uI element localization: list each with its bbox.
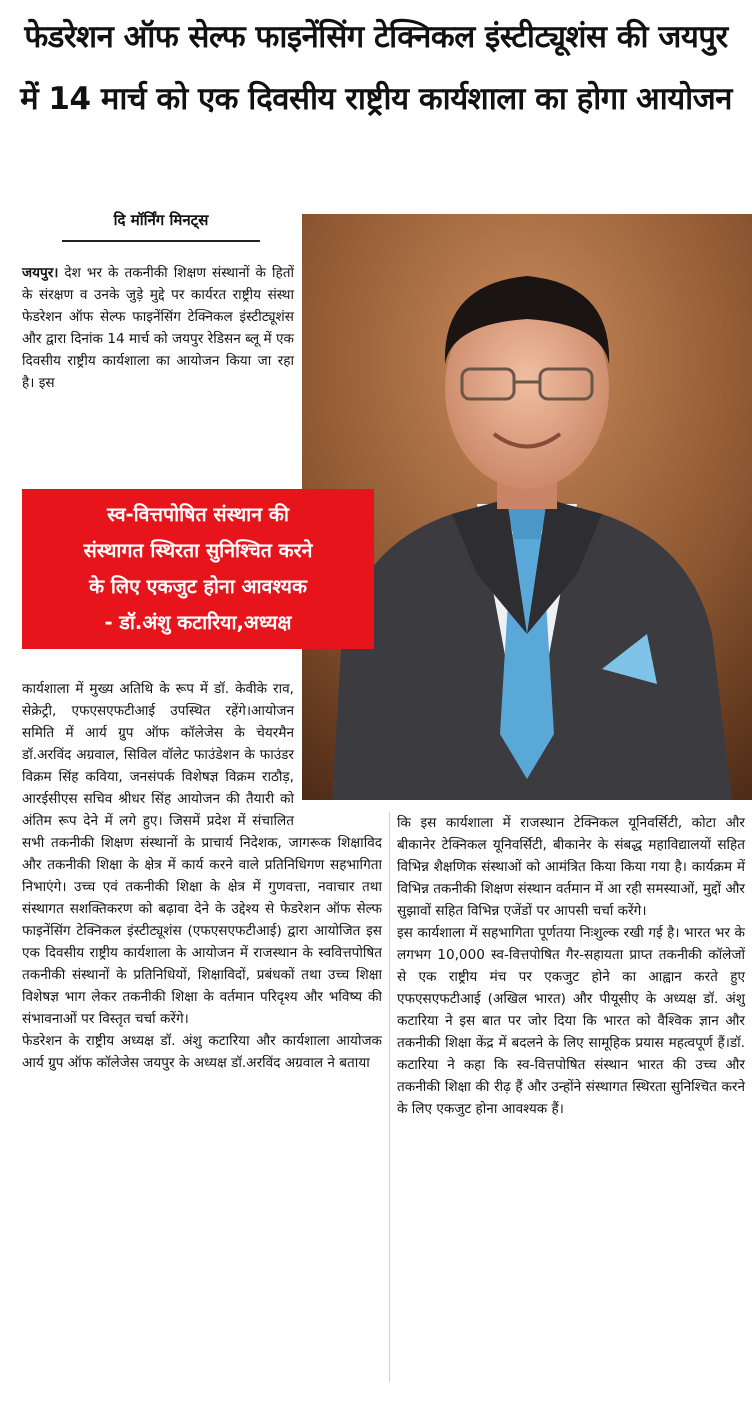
right-column <box>397 812 745 1120</box>
left-column-paragraph-1b: कार्यशाला में मुख्य अतिथि के रूप में डॉ. केवीके राव, सेक्रेट्री, एफएसएफटीआई उपस्थित रहेंगे।आयोजन समिति में आर्य ग्रुप ऑफ कॉलेजेस के चेयरमैन डॉ.अरविंद अग्रवाल, सिविल वॉलेट फाउंडेशन के फाउंडर विक्रम सिंह कविया, जनसंपर्क विशेषज्ञ विक्रम राठौड़, आरईसीएस सचिव श्रीधर सिंह आयोजन की तैयारी को अंतिम रूप देने में लगे हुए। जिसमें प्रदेश में संचालित सभी तकनीकी शिक्षण संस्थानों के प्राचार्य निदेशक, जागरूक शिक्षाविद और तकनीकी शिक्षा के क्षेत्र में कार्य करने वाले प्रतिनिधिगण सहभागिता निभाएंगे। उच्च एवं तकनीकी शिक्षा के क्षेत्र में गुणवत्ता, नवाचार तथा संस्थागत सशक्तिकरण को बढ़ावा देने के उद्देश्य से फेडरेशन ऑफ सेल्फ फाइनेंसिंग टेक्निकल इंस्टीट्यूशंस (एफएसएफटीआई) द्वारा आयोजित इस एक दिवसीय राष्ट्रीय कार्यशाला के आयोजन में राजस्थान के स्ववित्तपोषित तकनीकी संस्थानों के प्रतिनिधियों, शिक्षाविदों, प्रबंधकों तथा उच्च शिक्षा विशेषज्ञ भाग लेकर तकनीकी शिक्षा के वर्तमान परिदृश्य और भविष्य की संभावनाओं पर विस्तृत चर्चा करेंगे। <box>22 681 382 1027</box>
headline-line-2: में 14 मार्च को एक दिवसीय राष्ट्रीय कार्यशाला का होगा आयोजन <box>20 81 732 117</box>
pull-quote-line-4: - डॉ.अंशु कटारिया,अध्यक्ष <box>104 611 292 634</box>
byline: दि मॉर्निंग मिनट्स <box>62 210 260 242</box>
right-column-paragraph-2: इस कार्यशाला में सहभागिता पूर्णतया निःशुल्क रखी गई है। भारत भर के लगभग 10,000 स्व-वित्तपोषित गैर-सहायता प्राप्त तकनीकी कॉलेजों से एक राष्ट्रीय मंच पर एकजुट होने का आह्वान करते हुए एफएसएफटीआई (अखिल भारत) और पीयूसीए के अध्यक्ष डॉ. अंशु कटारिया ने इस बात पर जोर दिया कि भारत को वैश्विक ज्ञान और तकनीकी शिक्षा केंद्र में बदलने के लिए सामूहिक प्रयास महत्वपूर्ण हैं।डॉ. कटारिया ने कहा कि स्व-वित्तपोषित संस्थान भारत की उच्च और तकनीकी शिक्षा की रीढ़ हैं और उन्होंने संस्थागत स्थिरता सुनिश्चित करने के लिए एकजुट होना आवश्यक हैं। <box>397 925 745 1117</box>
pull-quote-line-1: स्व-वित्तपोषित संस्थान की <box>107 503 289 526</box>
headline-line-1: फेडरेशन ऑफ सेल्फ फाइनेंसिंग टेक्निकल इंस्टीट्यूशंस की जयपुर <box>24 19 728 55</box>
intro-paragraph <box>22 262 294 394</box>
pull-quote <box>22 489 374 649</box>
right-column-paragraph-1: कि इस कार्यशाला में राजस्थान टेक्निकल यूनिवर्सिटी, कोटा और बीकानेर टेक्निकल यूनिवर्सिटी, बीकानेर के संबद्ध महाविद्यालयों सहित विभिन्न शैक्षणिक संस्थाओं को आमंत्रित किया किया गया है। कार्यक्रम में विभिन्न तकनीकी शिक्षण संस्थान वर्तमान में आ रही समस्याओं, मुद्दों और सुझावों सहित विभिन्न एजेंडों पर आपसी चर्चा करेंगे। <box>397 815 745 919</box>
pull-quote-line-3: के लिए एकजुट होना आवश्यक <box>89 575 307 598</box>
column-divider <box>389 812 390 1382</box>
headline <box>8 6 744 130</box>
dateline-location: जयपुर। <box>22 265 59 281</box>
intro-text: देश भर के तकनीकी शिक्षण संस्थानों के हितों के संरक्षण व उनके जुड़े मुद्दे पर कार्यरत राष्ट्रीय संस्था फेडरेशन ऑफ सेल्फ फाइनेंसिंग टेक्निकल इंस्टीट्यूशंस और द्वारा दिनांक 14 मार्च को जयपुर रेडिसन ब्लू में एक दिवसीय राष्ट्रीय कार्यशाला का आयोजन किया जा रहा है। इस <box>22 265 294 391</box>
pull-quote-line-2: संस्थागत स्थिरता सुनिश्चित करने <box>83 539 313 562</box>
left-column-paragraph-2: फेडरेशन के राष्ट्रीय अध्यक्ष डॉ. अंशु कटारिया और कार्यशाला आयोजक आर्य ग्रुप ऑफ कॉलेजेस जयपुर के अध्यक्ष डॉ.अरविंद अग्रवाल ने बताया <box>22 1033 382 1071</box>
left-column-body <box>22 678 382 1384</box>
